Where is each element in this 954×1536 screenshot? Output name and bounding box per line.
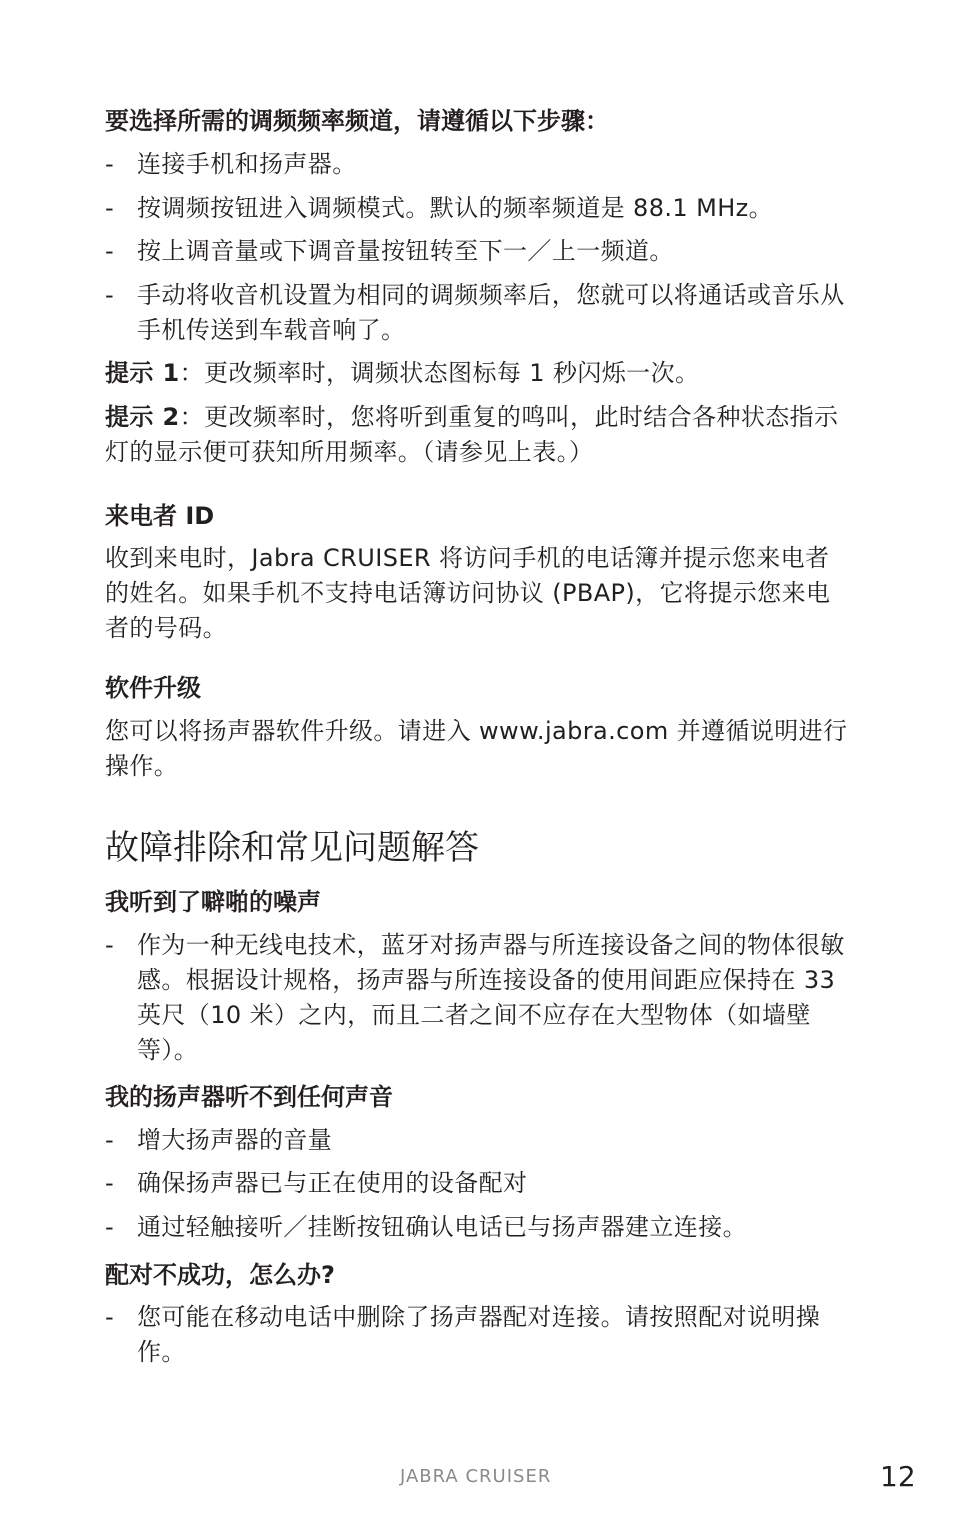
bullet-dash: -	[105, 281, 114, 309]
caller-id-text: 收到来电时，Jabra CRUISER 将访问手机的电话簿并提示您来电者的姓名。如果手机不支持电话簿访问协议 (PBAP)，它将提示您来电者的号码。	[105, 544, 831, 642]
bullet-dash: -	[105, 931, 114, 959]
software-text: 您可以将扬声器软件升级。请进入 www.jabra.com 并遵循说明进行操作。	[105, 717, 848, 780]
tip-1-label: 提示 1	[105, 359, 180, 387]
tip-1-text: ：更改频率时，调频状态图标每 1 秒闪烁一次。	[179, 359, 700, 387]
bullet-dash: -	[105, 1126, 114, 1154]
bullet-dash: -	[105, 194, 114, 222]
bullet-dash: -	[105, 237, 114, 265]
page-number: 12	[880, 1460, 916, 1493]
list-item-text: 作为一种无线电技术，蓝牙对扬声器与所连接设备之间的物体很敏感。根据设计规格，扬声器与所连接设备的使用间距应保持在 33 英尺（10 米）之内，而且二者之间不应存在大型物体（如墙壁等）。	[137, 931, 845, 1064]
tip-2-label: 提示 2	[105, 403, 180, 431]
list-item-text: 连接手机和扬声器。	[137, 150, 357, 178]
list-item-text: 通过轻触接听／挂断按钮确认电话已与扬声器建立连接。	[137, 1213, 747, 1241]
list-item-text: 增大扬声器的音量	[137, 1126, 333, 1154]
fm-steps-heading: 要选择所需的调频频率频道，请遵循以下步骤：	[105, 107, 609, 135]
troubleshooting-title: 故障排除和常见问题解答	[105, 828, 479, 868]
bullet-dash: -	[105, 1213, 114, 1241]
caller-id-heading: 来电者 ID	[105, 502, 215, 530]
list-item-text: 手动将收音机设置为相同的调频频率后，您就可以将通话或音乐从手机传送到车载音响了。	[137, 281, 845, 344]
faq-question-2: 我的扬声器听不到任何声音	[105, 1083, 393, 1111]
software-heading: 软件升级	[105, 674, 201, 702]
bullet-dash: -	[105, 1303, 114, 1331]
tip-1	[105, 356, 849, 391]
bullet-dash: -	[105, 150, 114, 178]
list-item-text: 按调频按钮进入调频模式。默认的频率频道是 88.1 MHz。	[137, 194, 774, 222]
list-item-text: 确保扬声器已与正在使用的设备配对	[137, 1169, 528, 1197]
tip-2	[105, 400, 849, 470]
list-item-text: 您可能在移动电话中删除了扬声器配对连接。请按照配对说明操作。	[137, 1303, 821, 1366]
faq-question-3: 配对不成功，怎么办?	[105, 1261, 335, 1289]
list-item-text: 按上调音量或下调音量按钮转至下一／上一频道。	[137, 237, 674, 265]
bullet-dash: -	[105, 1169, 114, 1197]
tip-2-text: ：更改频率时，您将听到重复的鸣叫，此时结合各种状态指示灯的显示便可获知所用频率。（请参见上表。）	[105, 403, 839, 466]
faq-question-1: 我听到了噼啪的噪声	[105, 888, 321, 916]
footer-brand: JABRA CRUISER	[400, 1466, 552, 1487]
